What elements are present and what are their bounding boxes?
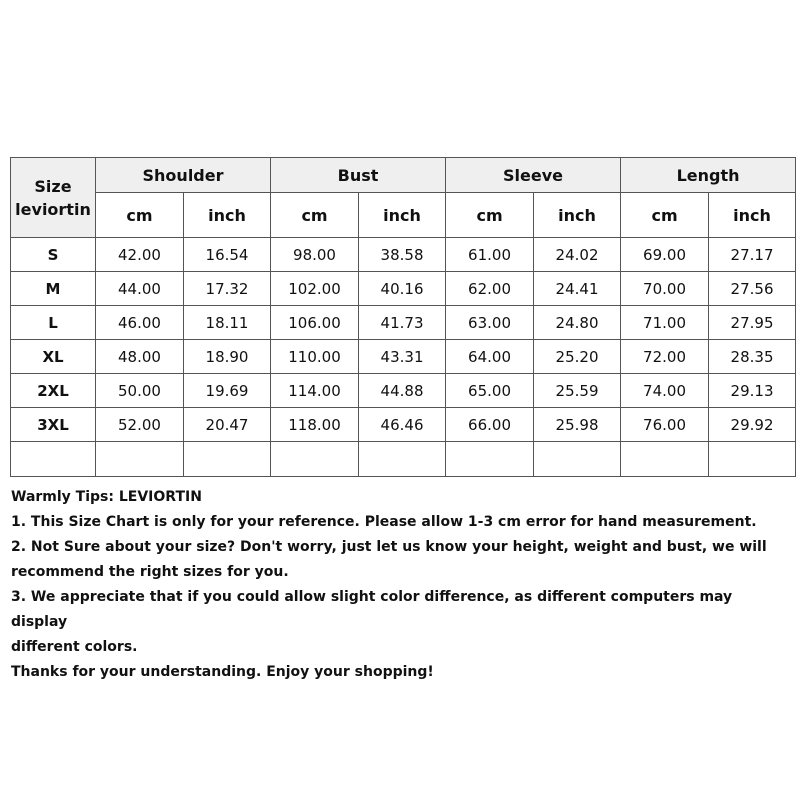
table-cell: 66.00 xyxy=(446,408,534,442)
table-cell: 48.00 xyxy=(96,340,184,374)
tip-3-line-1: 3. We appreciate that if you could allow slight color difference, as different computers may display xyxy=(11,589,733,630)
tip-2-line-1: 2. Not Sure about your size? Don't worry, just let us know your height, weight and bust, we will xyxy=(11,539,767,555)
table-cell: 61.00 xyxy=(446,238,534,272)
table-cell: 102.00 xyxy=(271,272,359,306)
table-cell: 118.00 xyxy=(271,408,359,442)
table-cell: 27.17 xyxy=(709,238,796,272)
tip-1: 1. This Size Chart is only for your reference. Please allow 1-3 cm error for hand measurement. xyxy=(11,514,757,530)
table-cell: 28.35 xyxy=(709,340,796,374)
size-cell: 3XL xyxy=(11,408,96,442)
table-cell: 43.31 xyxy=(359,340,446,374)
table-cell: 20.47 xyxy=(184,408,271,442)
thanks-line: Thanks for your understanding. Enjoy your shopping! xyxy=(11,664,434,680)
empty-cell xyxy=(621,442,709,477)
tip-3-line-2: different colors. xyxy=(11,639,138,655)
table-cell: 19.69 xyxy=(184,374,271,408)
unit-header-inch: inch xyxy=(709,193,796,238)
unit-header-inch: inch xyxy=(184,193,271,238)
table-row xyxy=(11,306,796,340)
table-cell: 46.00 xyxy=(96,306,184,340)
empty-cell xyxy=(709,442,796,477)
group-header-sleeve: Sleeve xyxy=(446,158,621,193)
empty-cell xyxy=(184,442,271,477)
table-cell: 24.80 xyxy=(534,306,621,340)
unit-header-cm: cm xyxy=(446,193,534,238)
unit-header-cm: cm xyxy=(96,193,184,238)
tip-2-line-2: recommend the right sizes for you. xyxy=(11,564,289,580)
group-header-length: Length xyxy=(621,158,796,193)
table-cell: 106.00 xyxy=(271,306,359,340)
table-cell: 44.88 xyxy=(359,374,446,408)
unit-header-cm: cm xyxy=(621,193,709,238)
table-cell: 50.00 xyxy=(96,374,184,408)
table-cell: 24.02 xyxy=(534,238,621,272)
table-cell: 65.00 xyxy=(446,374,534,408)
table-row xyxy=(11,238,796,272)
table-cell: 42.00 xyxy=(96,238,184,272)
empty-table-row xyxy=(11,442,796,477)
tips-section xyxy=(11,485,791,685)
size-chart-table xyxy=(10,157,796,477)
empty-cell xyxy=(446,442,534,477)
table-cell: 16.54 xyxy=(184,238,271,272)
table-cell: 25.20 xyxy=(534,340,621,374)
unit-header-row xyxy=(11,193,796,238)
size-column-header xyxy=(11,158,96,238)
group-header-row xyxy=(11,158,796,193)
table-cell: 24.41 xyxy=(534,272,621,306)
table-cell: 76.00 xyxy=(621,408,709,442)
table-cell: 64.00 xyxy=(446,340,534,374)
table-cell: 38.58 xyxy=(359,238,446,272)
empty-cell xyxy=(359,442,446,477)
table-cell: 18.90 xyxy=(184,340,271,374)
table-cell: 27.56 xyxy=(709,272,796,306)
size-cell: XL xyxy=(11,340,96,374)
table-row xyxy=(11,340,796,374)
table-cell: 46.46 xyxy=(359,408,446,442)
unit-header-inch: inch xyxy=(534,193,621,238)
table-cell: 41.73 xyxy=(359,306,446,340)
table-cell: 25.59 xyxy=(534,374,621,408)
table-cell: 98.00 xyxy=(271,238,359,272)
table-row xyxy=(11,374,796,408)
table-cell: 29.13 xyxy=(709,374,796,408)
tips-title: Warmly Tips: LEVIORTIN xyxy=(11,489,202,505)
unit-header-cm: cm xyxy=(271,193,359,238)
empty-cell xyxy=(271,442,359,477)
size-header-label: Size xyxy=(34,176,72,196)
empty-cell xyxy=(96,442,184,477)
table-cell: 70.00 xyxy=(621,272,709,306)
table-cell: 72.00 xyxy=(621,340,709,374)
table-cell: 29.92 xyxy=(709,408,796,442)
table-cell: 18.11 xyxy=(184,306,271,340)
size-cell: S xyxy=(11,238,96,272)
table-cell: 44.00 xyxy=(96,272,184,306)
table-cell: 52.00 xyxy=(96,408,184,442)
table-cell: 74.00 xyxy=(621,374,709,408)
size-cell: L xyxy=(11,306,96,340)
table-row xyxy=(11,272,796,306)
empty-cell xyxy=(11,442,96,477)
table-cell: 27.95 xyxy=(709,306,796,340)
table-cell: 114.00 xyxy=(271,374,359,408)
group-header-shoulder: Shoulder xyxy=(96,158,271,193)
table-cell: 17.32 xyxy=(184,272,271,306)
empty-cell xyxy=(534,442,621,477)
size-cell: M xyxy=(11,272,96,306)
group-header-bust: Bust xyxy=(271,158,446,193)
table-cell: 25.98 xyxy=(534,408,621,442)
size-cell: 2XL xyxy=(11,374,96,408)
table-cell: 110.00 xyxy=(271,340,359,374)
table-cell: 40.16 xyxy=(359,272,446,306)
unit-header-inch: inch xyxy=(359,193,446,238)
table-cell: 71.00 xyxy=(621,306,709,340)
table-row xyxy=(11,408,796,442)
table-cell: 62.00 xyxy=(446,272,534,306)
table-cell: 63.00 xyxy=(446,306,534,340)
size-header-brand: leviortin xyxy=(15,199,91,219)
table-cell: 69.00 xyxy=(621,238,709,272)
